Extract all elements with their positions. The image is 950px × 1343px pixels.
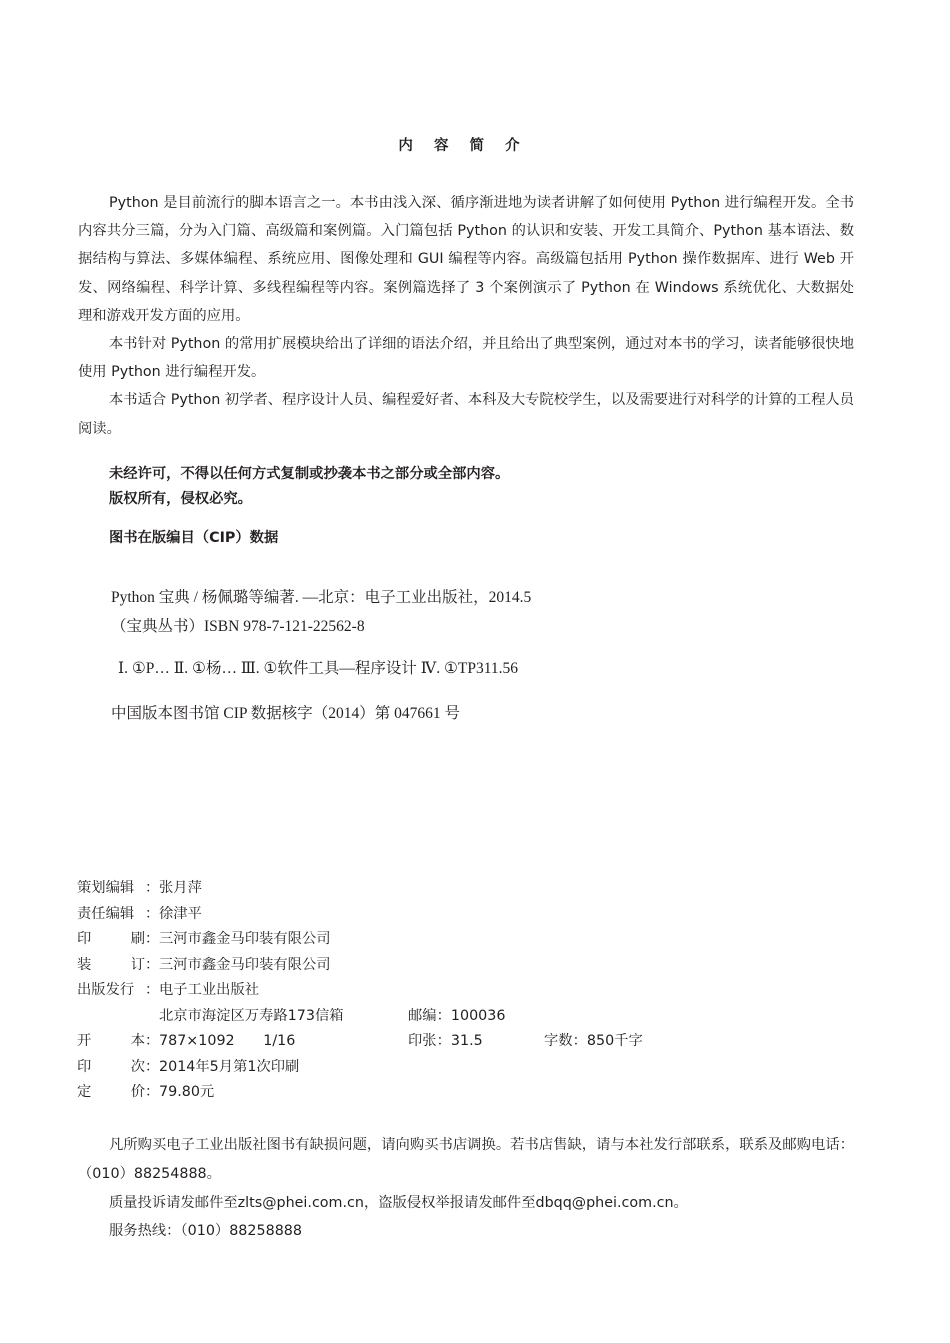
cip-line-isbn: （宝典丛书）ISBN 978-7-121-22562-8 (111, 618, 365, 635)
imprint-label: 印 刷 (77, 931, 145, 947)
cip-line-record-number: 中国版本图书馆 CIP 数据核字（2014）第 047661 号 (111, 705, 461, 722)
abstract-paragraph: 本书适合 Python 初学者、程序设计人员、编程爱好者、本科及大专院校学生，以及需要进行对科学的计算的工程人员阅读。 (78, 392, 854, 437)
imprint-value: 电子工业出版社 (159, 982, 260, 998)
copyright-line: 版权所有，侵权必究。 (109, 491, 252, 507)
abstract-paragraph: Python 是目前流行的脚本语言之一。本书由浅入深、循序渐进地为读者讲解了如何使用 Python 进行编程开发。全书内容共分三篇，分为入门篇、高级篇和案例篇。入门篇包括 Python 的认识和安装、开发工具简介、Python 基本语法、数据结构与算法、多媒体编程、系统应用、图像处理和 GUI 编程等内容。高级篇包括用 Python 操作数据库、进行 Web 开发、网络编程、科学计算、多线程编程等内容。案例篇选择了 3 个案例演示了 Python 在 Windows 系统优化、大数据处理和游戏开发方面的应用。 (78, 195, 854, 324)
imprint-label: 出版发行 (77, 982, 135, 998)
imprint-value: 2014年5月第1次印刷 (159, 1058, 300, 1075)
copyright-notice (109, 462, 509, 512)
imprint-value: 三河市鑫金马印装有限公司 (159, 931, 331, 947)
service-notes (78, 1131, 854, 1246)
page-title: 内 容 简 介 (398, 138, 528, 154)
imprint-label: 装 订 (77, 956, 145, 973)
cip-line-classification: Ⅰ. ①P… Ⅱ. ①杨… Ⅲ. ①软件工具—程序设计 Ⅳ. ①TP311.56 (118, 660, 519, 677)
notes-paragraph: 质量投诉请发邮件至zlts@phei.com.cn，盗版侵权举报请发邮件至dbqq@phei.com.cn。 (109, 1194, 688, 1211)
imprint-label: 开 本 (77, 1033, 145, 1049)
notes-paragraph: 服务热线：（010）88258888 (109, 1223, 302, 1240)
postcode: 邮编：100036 (408, 1007, 506, 1024)
imprint-label: 策划编辑 (77, 880, 135, 896)
imprint-label: 责任编辑 (77, 905, 135, 922)
publisher-address: 北京市海淀区万寿路173信箱 (159, 1007, 344, 1024)
word-count: 字数：850千字 (544, 1033, 643, 1049)
imprint-value: 张月萍 (159, 880, 202, 896)
abstract-paragraph: 本书针对 Python 的常用扩展模块给出了详细的语法介绍，并且给出了典型案例，通过对本书的学习，读者能够很快地使用 Python 进行编程开发。 (78, 336, 854, 381)
cip-heading: 图书在版编目（CIP）数据 (109, 530, 279, 546)
imprint-value: 三河市鑫金马印装有限公司 (159, 956, 331, 973)
copyright-line: 未经许可，不得以任何方式复制或抄袭本书之部分或全部内容。 (109, 466, 510, 482)
cip-line-title: Python 宝典 / 杨佩璐等编著. —北京：电子工业出版社，2014.5 (111, 589, 532, 606)
imprint-value: 787×1092 1/16 (159, 1033, 296, 1049)
imprint-label: 印 次 (77, 1058, 145, 1075)
imprint-value: 79.80元 (159, 1084, 215, 1100)
printed-sheets: 印张：31.5 (408, 1033, 483, 1049)
imprint-label: 定 价 (77, 1084, 145, 1100)
book-abstract (78, 189, 854, 443)
notes-paragraph: 凡所购买电子工业出版社图书有缺损问题，请向购买书店调换。若书店售缺，请与本社发行部联系，联系及邮购电话：（010）88254888。 (78, 1137, 854, 1182)
imprint-value: 徐津平 (159, 905, 202, 922)
copyright-page: 内 容 简 介 Python 是目前流行的脚本语言之一。本书由浅入深、循序渐进地为读者讲解了如何使用 Python 进行编程开发。全书内容共分三篇，分为入门篇、高级篇和案例篇。入门篇包括 Python 的认识和安装、开发工具简介、Python 基本语法、数据结构与算法、多媒体编程、系统应用、图像处理和 GUI 编程等内容。高级篇包括用 Python 操作数据库、进行 Web 开发、网络编程、科学计算、多线程编程等内容。案例篇选择了 3 个案例演示了 Python 在 Windows 系统优化、大数据处理和游戏开发方面的应用。 本书针对 Python 的常用扩展模块给出了详细的语法介绍，并且给出了典型案例，通过对本书的学习，读者能够很快地使用 Python 进行编程开发。 本书适合 Python 初学者、程序设计人员、编程爱好者、本科及大专院校学生，以及需要进行对科学的计算的工程人员阅读。 未经许可，不得以任何方式复制或抄袭本书之部分或全部内容。 版权所有，侵权必究。 图书在版编目（CIP）数据 Python 宝典 / 杨佩璐等编著. —北京：电子工业出版社，2014.5 （宝典丛书）ISBN 978-7-121-22562-8 Ⅰ. ①P… Ⅱ. ①杨… Ⅲ. ①软件工具—程序设计 Ⅳ. ①TP311.56 中国版本图书馆 CIP 数据核字（2014）第 047661 号 策划编辑 ： 张月萍 责任编辑 ： 徐津平 印 刷 ： 三河市鑫金马印装有限公司 装 订 ： 三河市鑫金马印装有限公司 出版发行 ： 电子工业出版社 北京市海淀区万寿路173信箱 邮编：100036 开 本 ： 787×1092 1/16 印张：31.5 字数：850千字 印 次 ： 2014年5月第1次印刷 定 价 ： 79.80元 凡所购买电子工业出版社图书有缺损问题，请向购买书店调换。若书店售缺，请与本社发行部联系，联系及邮购电话：（010）88254888。 质量投诉请发邮件至zlts@phei.com.cn，盗版侵权举报请发邮件至dbqq@phei.com.cn。 服务热线：（010）88258888 (0, 0, 950, 1343)
